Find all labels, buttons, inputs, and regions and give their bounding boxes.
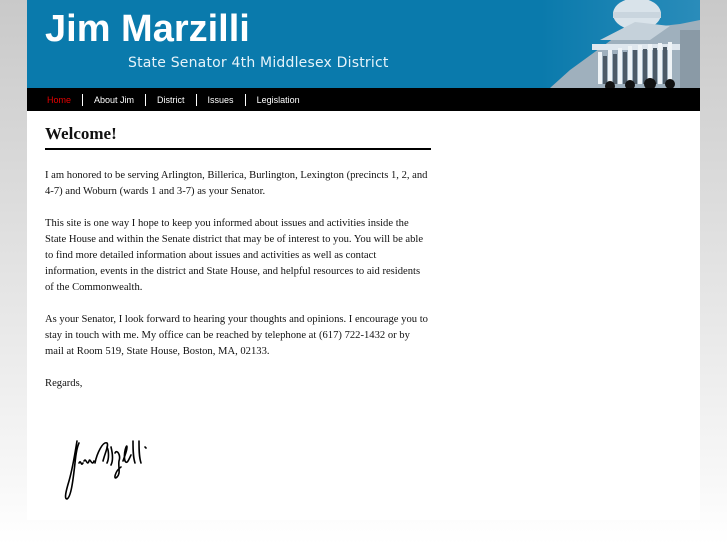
nav-district[interactable]: District <box>157 94 185 105</box>
nav-issues[interactable]: Issues <box>207 94 234 105</box>
closing-text: Regards, <box>45 378 83 389</box>
main-content <box>45 124 431 392</box>
main-nav <box>27 88 700 111</box>
site-subtitle: State Senator 4th Middlesex District <box>128 55 389 71</box>
site-title: Jim Marzilli <box>45 8 250 50</box>
nav-legislation[interactable]: Legislation <box>256 94 300 105</box>
contact-paragraph: As your Senator, I look forward to hearing your thoughts and opinions. I encourage you to stay in touch with me. My office can be reached by telephone at (617) 722-1432 or by mail at Room 519, State House, Boston, MA, 02133. <box>45 314 428 357</box>
site-purpose-paragraph: This site is one way I hope to keep you informed about issues and activities inside the State House and within the Senate district that may be of interest to you. You will be able to find more detailed information about issues and activities as well as contact information, events in the district and State House, and helpful resources to aid residents of the Commonwealth. <box>45 218 424 293</box>
page-title: Welcome! <box>45 124 431 150</box>
nav-home[interactable]: Home <box>47 94 72 105</box>
site-header <box>27 0 700 88</box>
intro-paragraph: I am honored to be serving Arlington, Billerica, Burlington, Lexington (precincts 1, 2, and 4-7) and Woburn (wards 1 and 3-7) as your Senator. <box>45 170 428 197</box>
signature-icon <box>61 433 171 503</box>
nav-about-jim[interactable]: About Jim <box>94 94 135 105</box>
state-house-icon <box>540 0 700 88</box>
page-container <box>27 0 700 520</box>
